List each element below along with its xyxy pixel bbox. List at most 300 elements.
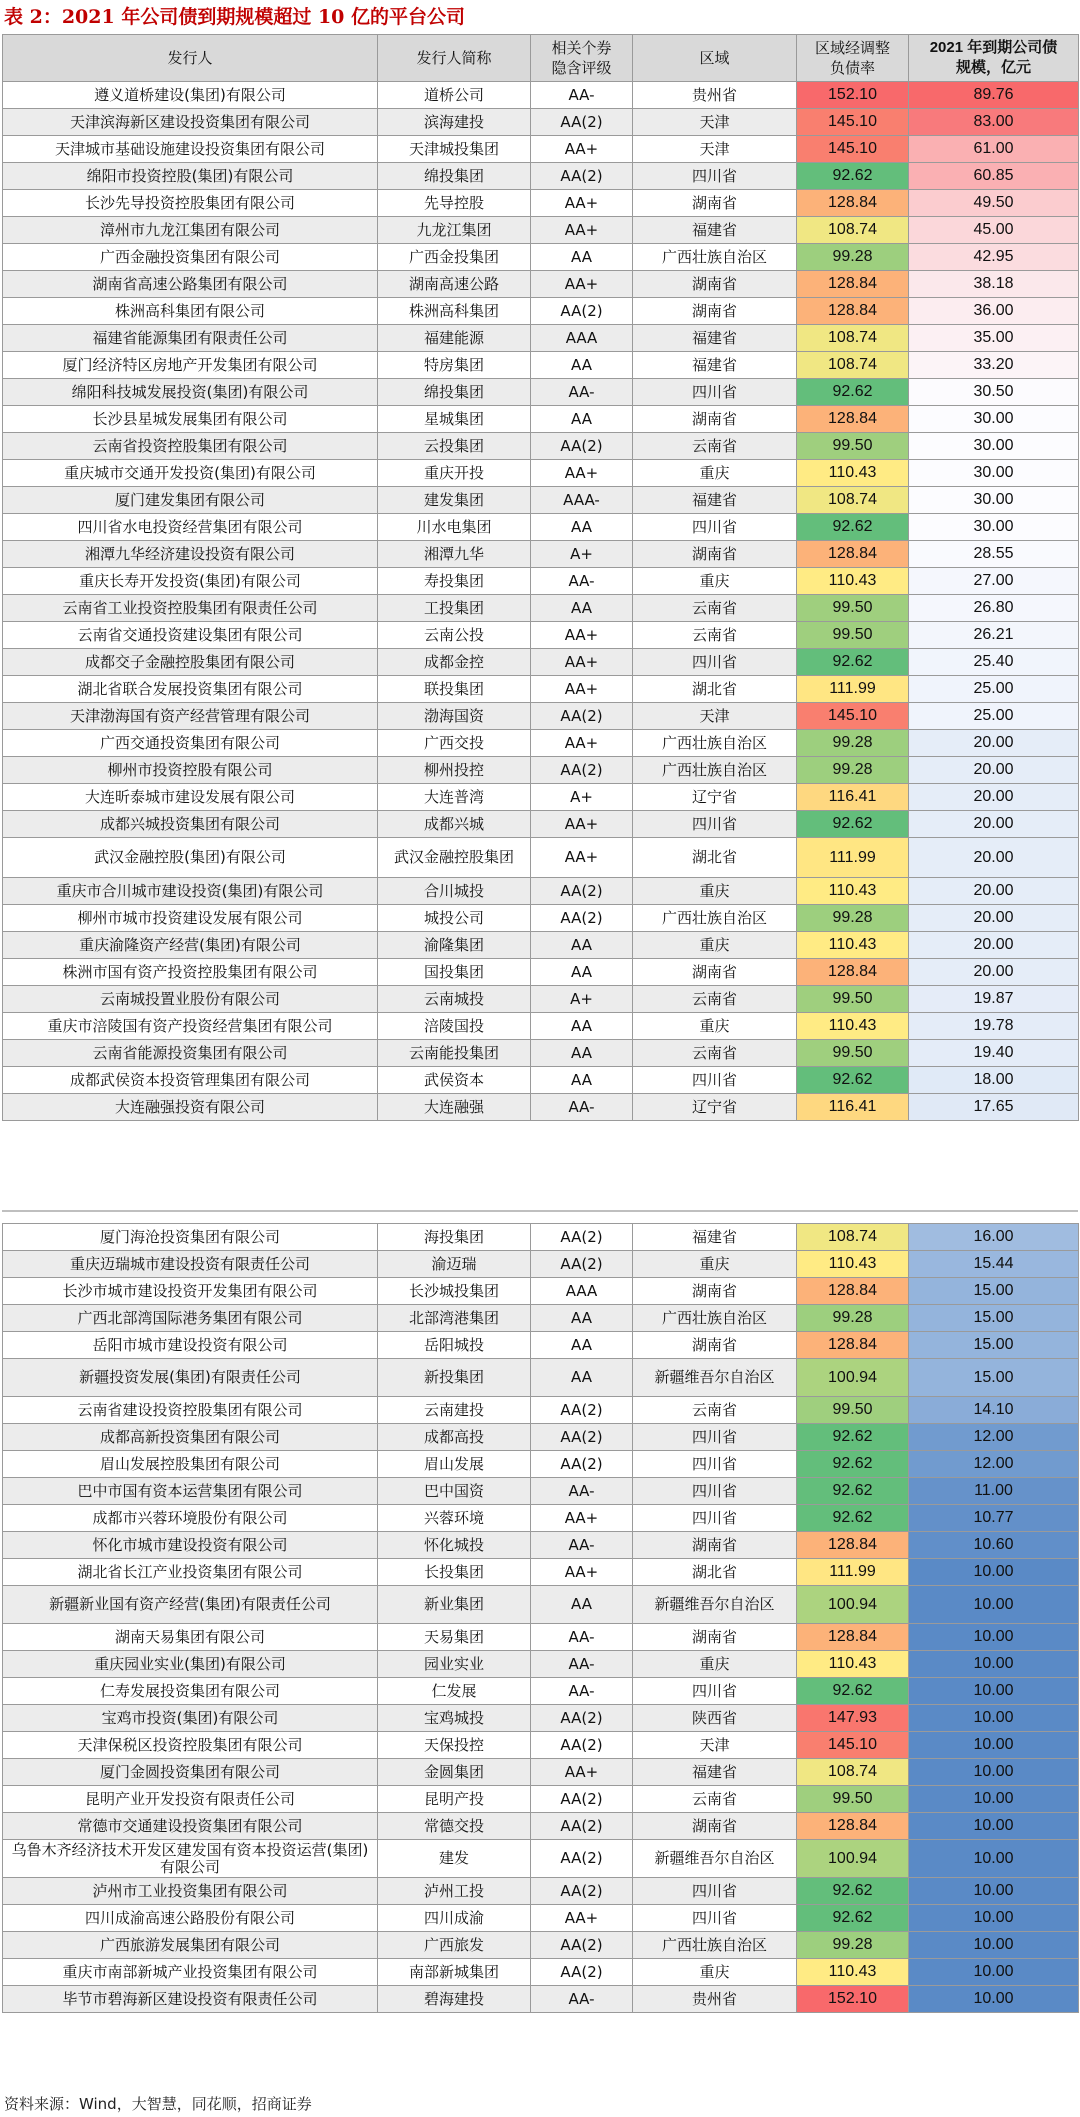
cell-region: 湖南省 [633,406,797,433]
table-row [3,1651,1079,1678]
cell-implied-rating: AA- [531,1678,633,1705]
cell-issuer: 大连昕泰城市建设发展有限公司 [3,784,378,811]
cell-maturity-amount: 20.00 [909,959,1079,986]
cell-adjusted-debt-ratio: 99.28 [797,757,909,784]
cell-region: 四川省 [633,811,797,838]
cell-maturity-amount: 25.00 [909,703,1079,730]
cell-region: 重庆 [633,1651,797,1678]
cell-issuer-short: 长投集团 [378,1559,531,1586]
cell-adjusted-debt-ratio: 99.50 [797,1397,909,1424]
cell-implied-rating: AA(2) [531,1451,633,1478]
cell-issuer: 柳州市城市投资建设发展有限公司 [3,905,378,932]
cell-adjusted-debt-ratio: 99.50 [797,595,909,622]
table-row [3,730,1079,757]
cell-adjusted-debt-ratio: 111.99 [797,1559,909,1586]
cell-implied-rating: AA [531,352,633,379]
cell-issuer-short: 星城集团 [378,406,531,433]
cell-maturity-amount: 26.21 [909,622,1079,649]
table-row [3,1478,1079,1505]
cell-implied-rating: AA(2) [531,1732,633,1759]
cell-issuer: 成都交子金融控股集团有限公司 [3,649,378,676]
table-row [3,1224,1079,1251]
cell-issuer: 广西北部湾国际港务集团有限公司 [3,1305,378,1332]
cell-issuer: 厦门经济特区房地产开发集团有限公司 [3,352,378,379]
header-region: 区域 [633,35,797,82]
table-row [3,703,1079,730]
table-row [3,905,1079,932]
cell-region: 湖南省 [633,271,797,298]
cell-issuer-short: 成都金控 [378,649,531,676]
cell-issuer: 云南省建设投资控股集团有限公司 [3,1397,378,1424]
cell-issuer-short: 建发集团 [378,487,531,514]
cell-implied-rating: AA+ [531,1759,633,1786]
cell-issuer: 株洲高科集团有限公司 [3,298,378,325]
cell-maturity-amount: 10.00 [909,1732,1079,1759]
cell-issuer-short: 联投集团 [378,676,531,703]
cell-maturity-amount: 49.50 [909,190,1079,217]
cell-region: 辽宁省 [633,1094,797,1121]
cell-issuer: 重庆园业实业(集团)有限公司 [3,1651,378,1678]
cell-issuer: 云南城投置业股份有限公司 [3,986,378,1013]
cell-implied-rating: AAA- [531,487,633,514]
platform-debt-table-part2 [2,1223,1079,2013]
cell-adjusted-debt-ratio: 92.62 [797,811,909,838]
cell-implied-rating: AA+ [531,1905,633,1932]
cell-issuer-short: 成都高投 [378,1424,531,1451]
cell-region: 湖南省 [633,1278,797,1305]
cell-adjusted-debt-ratio: 147.93 [797,1705,909,1732]
table-row [3,379,1079,406]
cell-maturity-amount: 10.00 [909,1840,1079,1878]
cell-issuer-short: 道桥公司 [378,82,531,109]
table-row [3,352,1079,379]
table-row [3,487,1079,514]
cell-maturity-amount: 15.44 [909,1251,1079,1278]
cell-issuer: 乌鲁木齐经济技术开发区建发国有资本投资运营(集团)有限公司 [3,1840,378,1878]
cell-adjusted-debt-ratio: 128.84 [797,1624,909,1651]
cell-maturity-amount: 30.00 [909,406,1079,433]
cell-issuer-short: 南部新城集团 [378,1959,531,1986]
cell-adjusted-debt-ratio: 92.62 [797,1478,909,1505]
cell-implied-rating: AA(2) [531,1397,633,1424]
cell-issuer-short: 国投集团 [378,959,531,986]
cell-maturity-amount: 38.18 [909,271,1079,298]
cell-issuer-short: 柳州投控 [378,757,531,784]
cell-issuer-short: 常德交投 [378,1813,531,1840]
cell-adjusted-debt-ratio: 145.10 [797,136,909,163]
cell-maturity-amount: 20.00 [909,932,1079,959]
cell-region: 四川省 [633,1451,797,1478]
cell-issuer-short: 天易集团 [378,1624,531,1651]
cell-issuer: 湖北省联合发展投资集团有限公司 [3,676,378,703]
table-title: 表 2：2021 年公司债到期规模超过 10 亿的平台公司 [4,6,466,28]
cell-issuer-short: 岳阳城投 [378,1332,531,1359]
table-row [3,1840,1079,1878]
cell-issuer-short: 先导控股 [378,190,531,217]
cell-issuer: 广西交通投资集团有限公司 [3,730,378,757]
cell-issuer-short: 云南城投 [378,986,531,1013]
cell-issuer-short: 成都兴城 [378,811,531,838]
cell-implied-rating: AA(2) [531,1705,633,1732]
cell-implied-rating: AA [531,1040,633,1067]
cell-implied-rating: AA [531,514,633,541]
cell-adjusted-debt-ratio: 100.94 [797,1840,909,1878]
cell-adjusted-debt-ratio: 92.62 [797,1505,909,1532]
cell-region: 广西壮族自治区 [633,757,797,784]
cell-adjusted-debt-ratio: 110.43 [797,1651,909,1678]
cell-adjusted-debt-ratio: 145.10 [797,703,909,730]
cell-issuer-short: 工投集团 [378,595,531,622]
cell-maturity-amount: 26.80 [909,595,1079,622]
cell-issuer-short: 大连融强 [378,1094,531,1121]
cell-maturity-amount: 15.00 [909,1305,1079,1332]
table-row [3,1013,1079,1040]
cell-implied-rating: AA- [531,1094,633,1121]
cell-adjusted-debt-ratio: 128.84 [797,190,909,217]
cell-issuer-short: 天津城投集团 [378,136,531,163]
cell-issuer: 成都市兴蓉环境股份有限公司 [3,1505,378,1532]
cell-adjusted-debt-ratio: 110.43 [797,1251,909,1278]
cell-maturity-amount: 10.00 [909,1759,1079,1786]
cell-adjusted-debt-ratio: 108.74 [797,325,909,352]
header-implied-rating: 相关个券 隐含评级 [531,35,633,82]
cell-adjusted-debt-ratio: 116.41 [797,784,909,811]
cell-issuer: 湖南省高速公路集团有限公司 [3,271,378,298]
cell-adjusted-debt-ratio: 128.84 [797,298,909,325]
cell-implied-rating: AA+ [531,217,633,244]
table-row [3,959,1079,986]
cell-maturity-amount: 42.95 [909,244,1079,271]
cell-region: 湖南省 [633,1532,797,1559]
table-row [3,1878,1079,1905]
cell-maturity-amount: 10.00 [909,1959,1079,1986]
cell-implied-rating: AA+ [531,730,633,757]
cell-region: 重庆 [633,1959,797,1986]
cell-adjusted-debt-ratio: 108.74 [797,1759,909,1786]
cell-region: 四川省 [633,1905,797,1932]
table-row [3,1251,1079,1278]
table-row [3,460,1079,487]
table-row [3,325,1079,352]
cell-region: 湖南省 [633,1813,797,1840]
cell-region: 福建省 [633,1224,797,1251]
cell-region: 湖南省 [633,1332,797,1359]
cell-adjusted-debt-ratio: 145.10 [797,109,909,136]
cell-implied-rating: AA [531,1013,633,1040]
cell-implied-rating: AA(2) [531,433,633,460]
cell-issuer: 重庆城市交通开发投资(集团)有限公司 [3,460,378,487]
cell-adjusted-debt-ratio: 108.74 [797,1224,909,1251]
table-row [3,1278,1079,1305]
cell-implied-rating: AA(2) [531,1878,633,1905]
cell-maturity-amount: 10.00 [909,1786,1079,1813]
cell-region: 四川省 [633,163,797,190]
cell-issuer: 岳阳市城市建设投资有限公司 [3,1332,378,1359]
cell-region: 重庆 [633,932,797,959]
cell-adjusted-debt-ratio: 128.84 [797,271,909,298]
cell-issuer-short: 广西金投集团 [378,244,531,271]
cell-maturity-amount: 19.87 [909,986,1079,1013]
cell-implied-rating: AA+ [531,838,633,878]
cell-adjusted-debt-ratio: 99.28 [797,1932,909,1959]
cell-maturity-amount: 30.00 [909,514,1079,541]
cell-maturity-amount: 10.60 [909,1532,1079,1559]
cell-region: 重庆 [633,460,797,487]
cell-adjusted-debt-ratio: 100.94 [797,1586,909,1624]
cell-issuer: 广西旅游发展集团有限公司 [3,1932,378,1959]
table-row [3,1094,1079,1121]
cell-implied-rating: AA(2) [531,1813,633,1840]
cell-implied-rating: AA(2) [531,1424,633,1451]
table-row [3,1586,1079,1624]
table-row [3,595,1079,622]
cell-implied-rating: AA+ [531,676,633,703]
cell-region: 福建省 [633,487,797,514]
cell-adjusted-debt-ratio: 99.50 [797,986,909,1013]
cell-maturity-amount: 20.00 [909,730,1079,757]
cell-maturity-amount: 83.00 [909,109,1079,136]
cell-adjusted-debt-ratio: 128.84 [797,541,909,568]
cell-issuer: 绵阳市投资控股(集团)有限公司 [3,163,378,190]
cell-implied-rating: AA- [531,82,633,109]
cell-maturity-amount: 15.00 [909,1278,1079,1305]
cell-region: 湖南省 [633,541,797,568]
table-row [3,1532,1079,1559]
cell-maturity-amount: 10.00 [909,1624,1079,1651]
cell-maturity-amount: 60.85 [909,163,1079,190]
cell-issuer: 福建省能源集团有限责任公司 [3,325,378,352]
cell-region: 天津 [633,703,797,730]
cell-issuer: 大连融强投资有限公司 [3,1094,378,1121]
cell-issuer-short: 云南公投 [378,622,531,649]
cell-issuer: 重庆市南部新城产业投资集团有限公司 [3,1959,378,1986]
cell-maturity-amount: 11.00 [909,1478,1079,1505]
table-row [3,1397,1079,1424]
cell-implied-rating: AA- [531,1478,633,1505]
cell-maturity-amount: 19.40 [909,1040,1079,1067]
cell-region: 四川省 [633,514,797,541]
cell-issuer: 成都兴城投资集团有限公司 [3,811,378,838]
cell-region: 广西壮族自治区 [633,1932,797,1959]
cell-issuer-short: 巴中国资 [378,1478,531,1505]
cell-region: 云南省 [633,433,797,460]
cell-issuer-short: 云投集团 [378,433,531,460]
table-row [3,1067,1079,1094]
cell-region: 天津 [633,136,797,163]
cell-maturity-amount: 10.00 [909,1932,1079,1959]
cell-adjusted-debt-ratio: 145.10 [797,1732,909,1759]
cell-issuer-short: 武侯资本 [378,1067,531,1094]
cell-issuer-short: 宝鸡城投 [378,1705,531,1732]
cell-issuer: 重庆市涪陵国有资产投资经营集团有限公司 [3,1013,378,1040]
table-row [3,838,1079,878]
table-row [3,1905,1079,1932]
cell-maturity-amount: 15.00 [909,1332,1079,1359]
cell-implied-rating: AA [531,1332,633,1359]
cell-implied-rating: AA(2) [531,1786,633,1813]
cell-adjusted-debt-ratio: 111.99 [797,838,909,878]
cell-issuer-short: 兴蓉环境 [378,1505,531,1532]
cell-implied-rating: AA(2) [531,1959,633,1986]
cell-issuer: 新疆新业国有资产经营(集团)有限责任公司 [3,1586,378,1624]
table-row [3,1678,1079,1705]
cell-maturity-amount: 10.00 [909,1813,1079,1840]
cell-issuer-short: 绵投集团 [378,163,531,190]
cell-region: 湖南省 [633,190,797,217]
cell-issuer-short: 涪陵国投 [378,1013,531,1040]
cell-region: 四川省 [633,379,797,406]
cell-implied-rating: AA [531,959,633,986]
cell-region: 四川省 [633,1478,797,1505]
cell-implied-rating: AA(2) [531,878,633,905]
cell-issuer: 湖南天易集团有限公司 [3,1624,378,1651]
cell-issuer-short: 湖南高速公路 [378,271,531,298]
cell-adjusted-debt-ratio: 99.50 [797,622,909,649]
cell-issuer-short: 泸州工投 [378,1878,531,1905]
table-row [3,1959,1079,1986]
cell-issuer-short: 碧海建投 [378,1986,531,2013]
cell-adjusted-debt-ratio: 128.84 [797,1278,909,1305]
table-row [3,244,1079,271]
cell-implied-rating: AA- [531,568,633,595]
cell-issuer-short: 眉山发展 [378,1451,531,1478]
table-row [3,271,1079,298]
cell-region: 云南省 [633,1397,797,1424]
cell-maturity-amount: 20.00 [909,905,1079,932]
cell-region: 云南省 [633,1786,797,1813]
cell-adjusted-debt-ratio: 92.62 [797,1067,909,1094]
table-row [3,1332,1079,1359]
table-row [3,568,1079,595]
cell-region: 四川省 [633,1505,797,1532]
cell-implied-rating: AA+ [531,460,633,487]
cell-maturity-amount: 10.00 [909,1678,1079,1705]
table-row [3,1932,1079,1959]
cell-issuer: 昆明产业开发投资有限责任公司 [3,1786,378,1813]
cell-maturity-amount: 17.65 [909,1094,1079,1121]
table-row [3,1424,1079,1451]
cell-region: 湖北省 [633,838,797,878]
cell-implied-rating: AA- [531,1624,633,1651]
cell-maturity-amount: 10.00 [909,1559,1079,1586]
cell-region: 新疆维吾尔自治区 [633,1359,797,1397]
cell-issuer-short: 云南能投集团 [378,1040,531,1067]
cell-issuer: 漳州市九龙江集团有限公司 [3,217,378,244]
cell-issuer: 云南省工业投资控股集团有限责任公司 [3,595,378,622]
cell-implied-rating: AA- [531,1651,633,1678]
cell-issuer: 广西金融投资集团有限公司 [3,244,378,271]
table-row [3,1305,1079,1332]
cell-issuer-short: 海投集团 [378,1224,531,1251]
cell-issuer: 厦门海沧投资集团有限公司 [3,1224,378,1251]
cell-maturity-amount: 25.40 [909,649,1079,676]
cell-maturity-amount: 20.00 [909,784,1079,811]
cell-implied-rating: AA(2) [531,1840,633,1878]
cell-implied-rating: AA+ [531,622,633,649]
cell-region: 重庆 [633,568,797,595]
cell-adjusted-debt-ratio: 92.62 [797,1678,909,1705]
cell-adjusted-debt-ratio: 110.43 [797,1013,909,1040]
cell-region: 云南省 [633,622,797,649]
cell-adjusted-debt-ratio: 92.62 [797,1905,909,1932]
table-row [3,1732,1079,1759]
cell-adjusted-debt-ratio: 110.43 [797,1959,909,1986]
cell-adjusted-debt-ratio: 110.43 [797,568,909,595]
cell-maturity-amount: 12.00 [909,1451,1079,1478]
table-row [3,1505,1079,1532]
cell-maturity-amount: 61.00 [909,136,1079,163]
cell-maturity-amount: 10.77 [909,1505,1079,1532]
cell-region: 重庆 [633,1013,797,1040]
cell-region: 云南省 [633,595,797,622]
table-row [3,1759,1079,1786]
table-row [3,163,1079,190]
cell-issuer-short: 武汉金融控股集团 [378,838,531,878]
cell-implied-rating: AA [531,595,633,622]
platform-debt-table-part1 [2,34,1079,1121]
cell-implied-rating: A+ [531,541,633,568]
cell-adjusted-debt-ratio: 92.62 [797,514,909,541]
cell-maturity-amount: 89.76 [909,82,1079,109]
cell-maturity-amount: 10.00 [909,1905,1079,1932]
cell-region: 四川省 [633,1067,797,1094]
cell-issuer: 成都武侯资本投资管理集团有限公司 [3,1067,378,1094]
cell-implied-rating: AA- [531,1532,633,1559]
cell-issuer: 怀化市城市建设投资有限公司 [3,1532,378,1559]
cell-implied-rating: AA [531,1359,633,1397]
cell-issuer: 柳州市投资控股有限公司 [3,757,378,784]
cell-issuer-short: 广西旅发 [378,1932,531,1959]
cell-issuer: 重庆市合川城市建设投资(集团)有限公司 [3,878,378,905]
cell-issuer: 新疆投资发展(集团)有限责任公司 [3,1359,378,1397]
table-row [3,298,1079,325]
header-issuer: 发行人 [3,35,378,82]
cell-issuer-short: 新投集团 [378,1359,531,1397]
cell-implied-rating: AA [531,406,633,433]
cell-issuer: 云南省能源投资集团有限公司 [3,1040,378,1067]
cell-region: 福建省 [633,325,797,352]
cell-issuer: 泸州市工业投资集团有限公司 [3,1878,378,1905]
cell-implied-rating: AA- [531,1986,633,2013]
cell-issuer-short: 园业实业 [378,1651,531,1678]
cell-issuer-short: 四川成渝 [378,1905,531,1932]
cell-implied-rating: AA(2) [531,1224,633,1251]
cell-issuer-short: 寿投集团 [378,568,531,595]
cell-adjusted-debt-ratio: 99.28 [797,905,909,932]
table-row [3,649,1079,676]
cell-issuer: 常德市交通建设投资集团有限公司 [3,1813,378,1840]
cell-maturity-amount: 18.00 [909,1067,1079,1094]
cell-maturity-amount: 15.00 [909,1359,1079,1397]
table-row [3,1359,1079,1397]
cell-issuer: 长沙先导投资控股集团有限公司 [3,190,378,217]
cell-issuer-short: 株洲高科集团 [378,298,531,325]
cell-implied-rating: AA+ [531,271,633,298]
cell-issuer-short: 仁发展 [378,1678,531,1705]
table-row [3,514,1079,541]
cell-region: 四川省 [633,1424,797,1451]
cell-maturity-amount: 14.10 [909,1397,1079,1424]
cell-issuer: 长沙县星城发展集团有限公司 [3,406,378,433]
cell-adjusted-debt-ratio: 92.62 [797,379,909,406]
table-row [3,1986,1079,2013]
cell-region: 天津 [633,109,797,136]
cell-maturity-amount: 10.00 [909,1651,1079,1678]
cell-issuer-short: 怀化城投 [378,1532,531,1559]
cell-region: 湖北省 [633,1559,797,1586]
cell-implied-rating: AA(2) [531,109,633,136]
cell-maturity-amount: 12.00 [909,1424,1079,1451]
